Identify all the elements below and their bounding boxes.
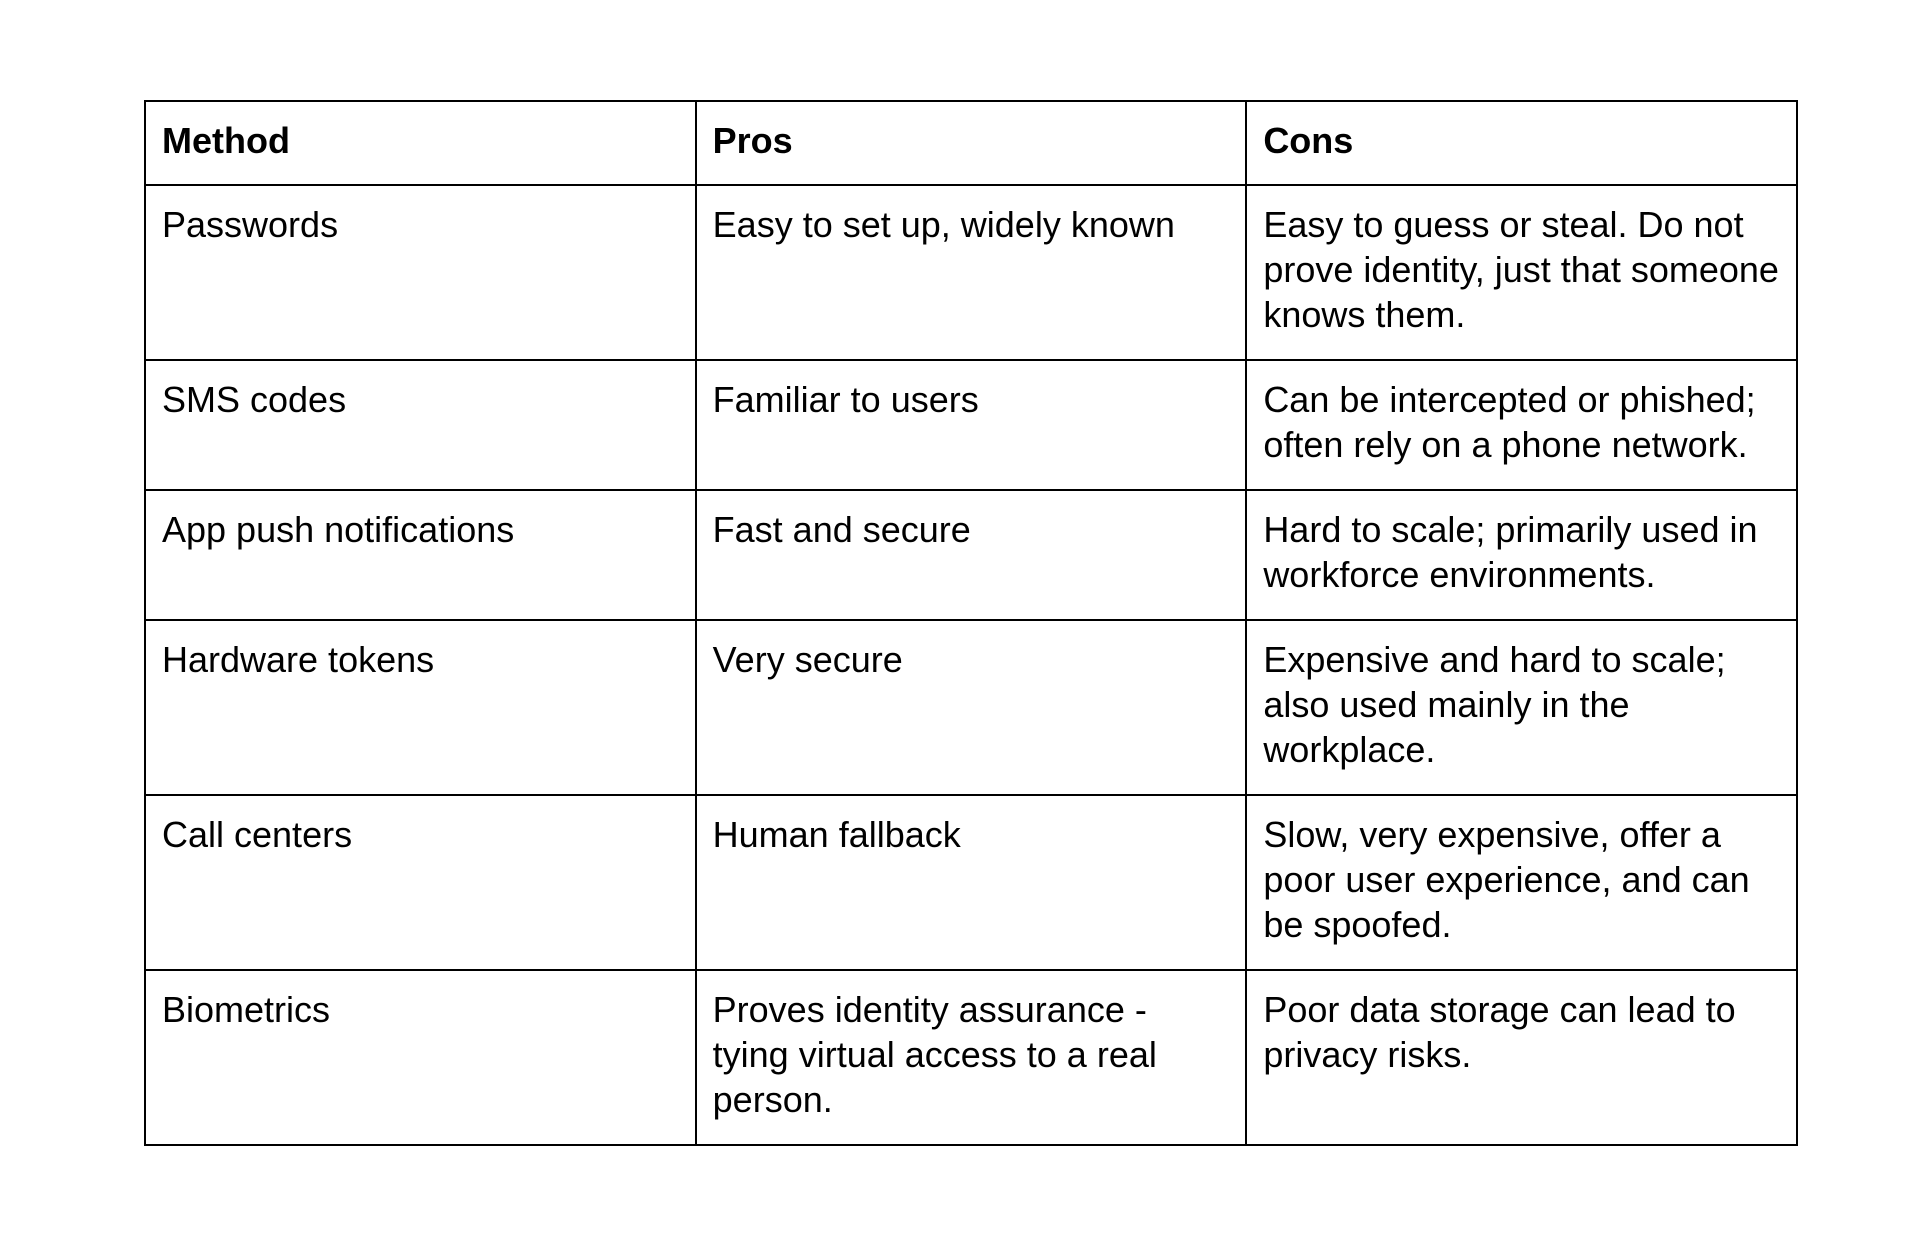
table-row (145, 185, 1797, 360)
cell-method: Hardware tokens (145, 620, 696, 795)
cell-method: Biometrics (145, 970, 696, 1145)
cell-pros: Very secure (696, 620, 1247, 795)
cell-pros: Human fallback (696, 795, 1247, 970)
cell-cons: Expensive and hard to scale; also used mainly in the workplace. (1246, 620, 1797, 795)
header-cons: Cons (1246, 101, 1797, 185)
cell-pros: Easy to set up, widely known (696, 185, 1247, 360)
header-pros: Pros (696, 101, 1247, 185)
cell-pros: Fast and secure (696, 490, 1247, 620)
cell-cons: Can be intercepted or phished; often rely on a phone network. (1246, 360, 1797, 490)
cell-method: Passwords (145, 185, 696, 360)
cell-cons: Hard to scale; primarily used in workforce environments. (1246, 490, 1797, 620)
cell-pros: Familiar to users (696, 360, 1247, 490)
table-row (145, 795, 1797, 970)
comparison-table-container (144, 100, 1798, 1146)
cell-method: SMS codes (145, 360, 696, 490)
header-method: Method (145, 101, 696, 185)
cell-pros: Proves identity assurance - tying virtual access to a real person. (696, 970, 1247, 1145)
cell-cons: Slow, very expensive, offer a poor user experience, and can be spoofed. (1246, 795, 1797, 970)
header-row (145, 101, 1797, 185)
table-row (145, 360, 1797, 490)
table-body (145, 185, 1797, 1145)
auth-methods-table (144, 100, 1798, 1146)
table-row (145, 970, 1797, 1145)
table-row (145, 620, 1797, 795)
cell-cons: Easy to guess or steal. Do not prove identity, just that someone knows them. (1246, 185, 1797, 360)
table-row (145, 490, 1797, 620)
cell-method: Call centers (145, 795, 696, 970)
cell-method: App push notifications (145, 490, 696, 620)
cell-cons: Poor data storage can lead to privacy risks. (1246, 970, 1797, 1145)
table-header (145, 101, 1797, 185)
